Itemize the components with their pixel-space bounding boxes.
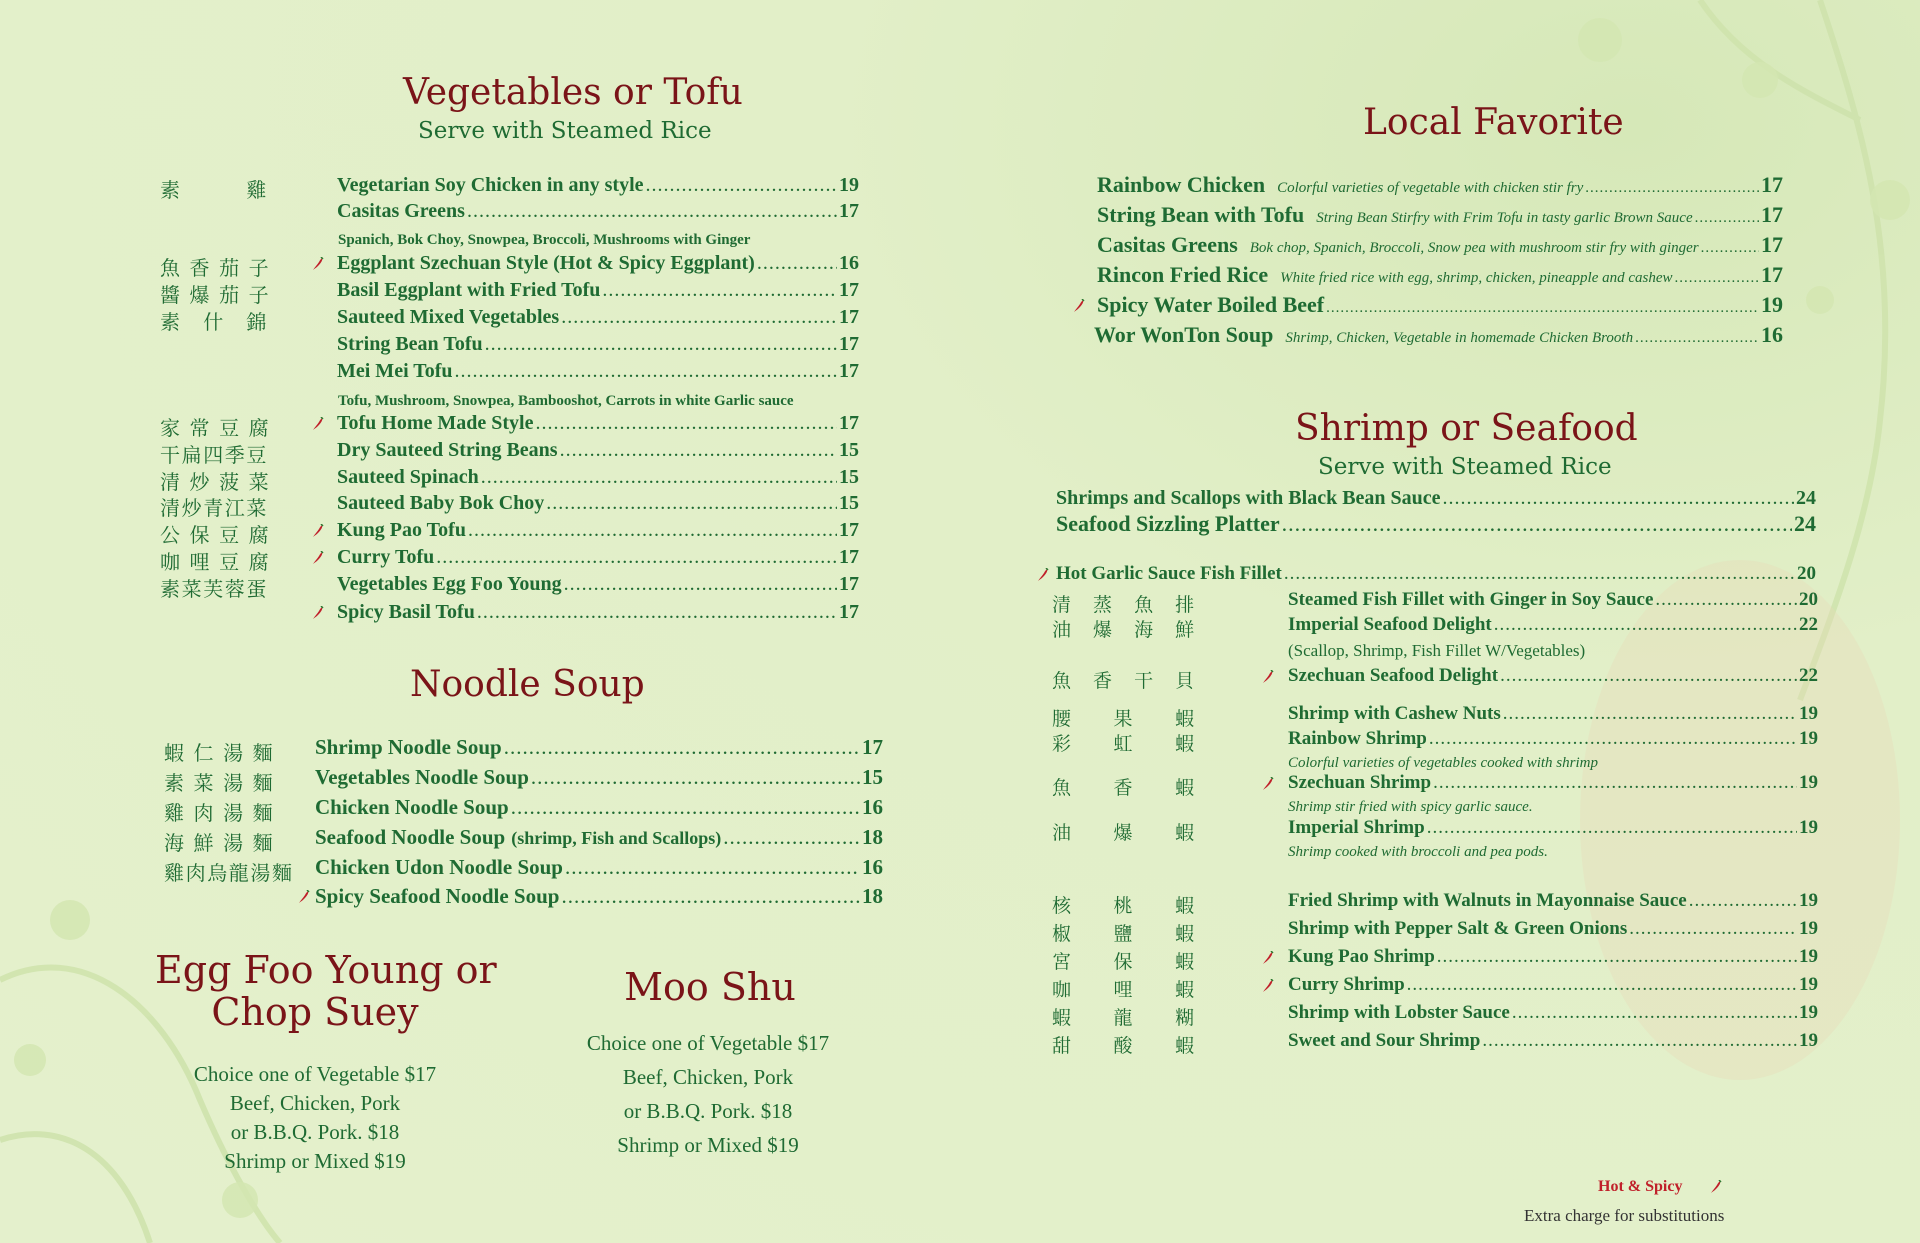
chinese-name: 清 蒸 魚 排 xyxy=(1052,594,1196,616)
dot-leader xyxy=(1407,974,1797,996)
legend-hot-spicy: Hot & Spicy xyxy=(1598,1178,1683,1195)
item-note: Colorful varieties of vegetables cooked with shrimp xyxy=(1288,755,1598,771)
item-price: 19 xyxy=(1799,890,1818,911)
menu-item xyxy=(1056,487,1816,510)
item-description: White fried rice with egg, shrimp, chicken, pineapple and cashew xyxy=(1280,270,1673,286)
menu-item xyxy=(1097,232,1783,258)
dot-leader xyxy=(646,174,837,197)
item-name: Rainbow Chicken xyxy=(1097,172,1266,197)
seafood-subtitle: Serve with Steamed Rice xyxy=(1318,454,1612,480)
item-name: Eggplant Szechuan Style (Hot & Spicy Eggplant) xyxy=(337,252,755,274)
eggfoo-title-line2: Chop Suey xyxy=(211,990,419,1034)
item-name: Chicken Udon Noodle Soup xyxy=(315,855,563,879)
menu-item xyxy=(315,795,883,820)
menu-item xyxy=(315,825,883,850)
menu-item xyxy=(1288,946,1818,968)
menu-item xyxy=(337,466,859,489)
item-name: Sauteed Spinach xyxy=(337,466,479,488)
item-name: Curry Shrimp xyxy=(1288,974,1405,995)
dot-leader xyxy=(535,412,837,435)
menu-item xyxy=(1094,322,1783,348)
chili-pepper-icon xyxy=(312,551,324,565)
mooshu-line: Beef, Chicken, Pork xyxy=(622,1065,794,1089)
dot-leader xyxy=(1282,511,1792,537)
item-price: 16 xyxy=(862,855,883,879)
dot-leader xyxy=(565,855,860,880)
dot-leader xyxy=(1695,210,1759,227)
menu-item xyxy=(337,439,859,462)
item-name: Shrimp Noodle Soup xyxy=(315,735,502,759)
dot-leader xyxy=(504,735,860,760)
item-name: Rainbow Shrimp xyxy=(1288,728,1427,749)
eggfoo-line: Beef, Chicken, Pork xyxy=(229,1091,401,1115)
item-price: 17 xyxy=(839,306,859,328)
item-name: String Bean Tofu xyxy=(337,333,483,355)
mooshu-title: Moo Shu xyxy=(624,965,796,1009)
item-price: 19 xyxy=(1799,1030,1818,1051)
dot-leader xyxy=(1512,1002,1797,1024)
item-price: 17 xyxy=(1761,232,1783,257)
item-name: Dry Sauteed String Beans xyxy=(337,439,558,461)
item-name: Vegetables Egg Foo Young xyxy=(337,573,562,595)
menu-item xyxy=(337,573,859,596)
item-name: Vegetarian Soy Chicken in any style xyxy=(337,174,644,196)
item-price: 17 xyxy=(839,279,859,301)
item-note: Spanich, Bok Choy, Snowpea, Broccoli, Mushrooms with Ginger xyxy=(338,232,751,248)
item-price: 17 xyxy=(839,333,859,355)
eggfoo-choices xyxy=(150,1060,480,1176)
item-name: Casitas Greens xyxy=(337,200,465,222)
mooshu-choices xyxy=(548,1026,868,1162)
chinese-name: 油 爆 蝦 xyxy=(1052,822,1196,844)
item-price: 15 xyxy=(839,492,859,514)
item-price: 17 xyxy=(839,200,859,222)
item-price: 19 xyxy=(839,174,859,196)
menu-item xyxy=(315,735,883,760)
menu-item xyxy=(1097,292,1783,318)
dot-leader xyxy=(485,333,837,356)
item-price: 17 xyxy=(1761,202,1783,227)
chinese-name: 核 桃 蝦 xyxy=(1052,895,1196,917)
menu-item xyxy=(337,601,859,624)
chili-pepper-icon xyxy=(1262,951,1274,965)
item-note: Shrimp stir fried with spicy garlic sauce. xyxy=(1288,799,1533,815)
menu-item xyxy=(1288,918,1818,940)
item-name: Basil Eggplant with Fried Tofu xyxy=(337,279,601,301)
item-detail: (shrimp, Fish and Scallops) xyxy=(511,828,722,848)
menu-item xyxy=(337,519,859,542)
menu-item xyxy=(337,333,859,356)
dot-leader xyxy=(468,519,837,542)
menu-item xyxy=(1288,665,1818,687)
eggfoo-title-line1: Egg Foo Young or xyxy=(155,948,497,992)
dot-leader xyxy=(1284,563,1795,585)
chinese-name: 腰 果 蝦 xyxy=(1052,708,1196,730)
menu-item xyxy=(1056,511,1816,537)
item-price: 17 xyxy=(839,601,859,623)
item-name: String Bean with Tofu xyxy=(1097,202,1305,227)
menu-item xyxy=(1097,172,1783,198)
menu-item xyxy=(315,884,883,909)
chinese-name: 咖 哩 蝦 xyxy=(1052,979,1196,1001)
item-name: Spicy Water Boiled Beef xyxy=(1097,292,1325,317)
chili-pepper-icon xyxy=(1262,979,1274,993)
menu-item xyxy=(1288,1030,1818,1052)
chinese-name: 雞肉烏龍湯麵 xyxy=(164,861,294,885)
menu-item xyxy=(1288,614,1818,636)
dot-leader xyxy=(1689,890,1797,912)
dot-leader xyxy=(481,466,837,489)
item-name: Kung Pao Tofu xyxy=(337,519,466,541)
menu-item xyxy=(337,306,859,329)
item-name: Imperial Shrimp xyxy=(1288,817,1425,838)
item-name: Casitas Greens xyxy=(1097,232,1238,257)
eggfoo-line: Shrimp or Mixed $19 xyxy=(224,1149,406,1173)
chili-pepper-icon xyxy=(312,257,324,271)
item-price: 15 xyxy=(862,765,883,789)
chili-pepper-icon xyxy=(312,417,324,431)
item-note: (Scallop, Shrimp, Fish Fillet W/Vegetables) xyxy=(1288,641,1586,660)
dot-leader xyxy=(1675,270,1759,287)
menu-item xyxy=(337,412,859,435)
item-price: 19 xyxy=(1799,974,1818,995)
dot-leader xyxy=(602,279,837,302)
menu-item xyxy=(1288,703,1818,725)
veg-subtitle: Serve with Steamed Rice xyxy=(418,118,712,144)
item-name: Mei Mei Tofu xyxy=(337,360,453,382)
item-price: 16 xyxy=(1761,322,1783,347)
item-description: Bok chop, Spanich, Broccoli, Snow pea with mushroom stir fry with ginger xyxy=(1249,240,1699,256)
item-name: Tofu Home Made Style xyxy=(337,412,534,434)
chili-pepper-icon xyxy=(312,606,324,620)
menu-item xyxy=(315,765,883,790)
item-price: 17 xyxy=(839,573,859,595)
chinese-name: 干扁四季豆 xyxy=(160,443,268,467)
menu-item xyxy=(337,252,859,275)
menu-item xyxy=(1097,262,1783,288)
item-price: 18 xyxy=(862,825,883,849)
dot-leader xyxy=(561,306,837,329)
item-price: 19 xyxy=(1799,703,1818,724)
chinese-name: 素菜芙蓉蛋 xyxy=(160,577,268,601)
item-price: 17 xyxy=(839,519,859,541)
item-price: 20 xyxy=(1797,563,1816,584)
menu-item xyxy=(1288,772,1818,794)
dot-leader xyxy=(1503,703,1797,725)
menu-item xyxy=(1288,890,1818,912)
chinese-name: 醬 爆 茄 子 xyxy=(160,283,271,307)
dot-leader xyxy=(546,492,837,515)
menu-item xyxy=(1097,202,1783,228)
item-price: 17 xyxy=(839,546,859,568)
dot-leader xyxy=(1437,946,1797,968)
item-name: Seafood Sizzling Platter xyxy=(1056,511,1280,536)
item-name: Shrimp with Lobster Sauce xyxy=(1288,1002,1510,1023)
item-price: 19 xyxy=(1799,728,1818,749)
dot-leader xyxy=(1585,180,1759,197)
item-price: 16 xyxy=(839,252,859,274)
item-name: Hot Garlic Sauce Fish Fillet xyxy=(1056,563,1282,584)
menu-item xyxy=(1288,1002,1818,1024)
noodle-title: Noodle Soup xyxy=(410,664,645,705)
item-price: 15 xyxy=(839,466,859,488)
chinese-name: 素 菜 湯 麵 xyxy=(164,771,275,795)
item-name: Shrimps and Scallops with Black Bean Sauce xyxy=(1056,487,1441,509)
chinese-name: 家 常 豆 腐 xyxy=(160,416,271,440)
menu-item xyxy=(1288,974,1818,996)
seafood-title: Shrimp or Seafood xyxy=(1295,408,1638,449)
item-name: Wor WonTon Soup xyxy=(1094,322,1274,347)
item-price: 19 xyxy=(1799,918,1818,939)
item-name: Sweet and Sour Shrimp xyxy=(1288,1030,1481,1051)
item-price: 17 xyxy=(862,735,883,759)
dot-leader xyxy=(564,573,837,596)
chinese-name: 魚 香 蝦 xyxy=(1052,777,1196,799)
dot-leader xyxy=(1655,589,1797,611)
menu-item xyxy=(1288,817,1818,839)
eggfoo-line: or B.B.Q. Pork. $18 xyxy=(230,1120,400,1144)
item-name: Rincon Fried Rice xyxy=(1097,262,1269,287)
veg-title: Vegetables or Tofu xyxy=(403,72,743,113)
item-price: 19 xyxy=(1799,946,1818,967)
chinese-name: 魚 香 茄 子 xyxy=(160,256,271,280)
chinese-name: 公 保 豆 腐 xyxy=(160,523,271,547)
chinese-name: 清炒青江菜 xyxy=(160,496,268,520)
dot-leader xyxy=(436,546,837,569)
dot-leader xyxy=(561,884,860,909)
dot-leader xyxy=(1429,728,1797,750)
item-description: Shrimp, Chicken, Vegetable in homemade Chicken Brooth xyxy=(1285,330,1634,346)
chinese-name: 椒 鹽 蝦 xyxy=(1052,923,1196,945)
item-price: 24 xyxy=(1796,487,1816,509)
dot-leader xyxy=(1629,918,1797,940)
item-name: Sauteed Baby Bok Choy xyxy=(337,492,545,514)
dot-leader xyxy=(757,252,837,275)
menu-item xyxy=(1056,563,1816,585)
item-name: Curry Tofu xyxy=(337,546,435,568)
item-name: Seafood Noodle Soup xyxy=(315,825,506,849)
item-name: Szechuan Seafood Delight xyxy=(1288,665,1499,686)
item-price: 15 xyxy=(839,439,859,461)
chili-pepper-icon xyxy=(1073,299,1085,313)
item-price: 22 xyxy=(1799,665,1818,686)
chili-pepper-icon xyxy=(298,890,310,904)
item-price: 17 xyxy=(1761,262,1783,287)
local-title: Local Favorite xyxy=(1363,102,1624,143)
dot-leader xyxy=(1701,240,1759,257)
item-price: 17 xyxy=(1761,172,1783,197)
dot-leader xyxy=(1482,1030,1797,1052)
chili-pepper-icon xyxy=(1710,1180,1722,1194)
dot-leader xyxy=(511,795,860,820)
item-price: 16 xyxy=(862,795,883,819)
menu-item xyxy=(337,200,859,223)
menu-item xyxy=(1288,589,1818,611)
chinese-name: 咖 哩 豆 腐 xyxy=(160,550,271,574)
mooshu-line: Shrimp or Mixed $19 xyxy=(617,1133,799,1157)
chili-pepper-icon xyxy=(312,524,324,538)
item-price: 18 xyxy=(862,884,883,908)
item-name: Spicy Seafood Noodle Soup xyxy=(315,884,560,908)
chinese-name: 宮 保 蝦 xyxy=(1052,951,1196,973)
item-price: 22 xyxy=(1799,614,1818,635)
dot-leader xyxy=(1443,487,1794,510)
chili-pepper-icon xyxy=(1262,777,1274,791)
chinese-name: 蝦 龍 糊 xyxy=(1052,1007,1196,1029)
item-name: Shrimp with Pepper Salt & Green Onions xyxy=(1288,918,1628,939)
dot-leader xyxy=(1635,330,1759,347)
item-price: 17 xyxy=(839,360,859,382)
dot-leader xyxy=(455,360,837,383)
legend-substitutions: Extra charge for substitutions xyxy=(1524,1206,1725,1225)
chinese-name: 雞 肉 湯 麵 xyxy=(164,801,275,825)
dot-leader xyxy=(1433,772,1797,794)
menu-item xyxy=(337,360,859,383)
item-price: 17 xyxy=(839,412,859,434)
item-name: Sauteed Mixed Vegetables xyxy=(337,306,560,328)
item-price: 19 xyxy=(1799,817,1818,838)
chili-pepper-icon xyxy=(1262,670,1274,684)
item-name: Chicken Noodle Soup xyxy=(315,795,509,819)
item-name: Vegetables Noodle Soup xyxy=(315,765,529,789)
item-description: String Bean Stirfry with Frim Tofu in tasty garlic Brown Sauce xyxy=(1316,210,1693,226)
dot-leader xyxy=(1494,614,1797,636)
chinese-name: 素 雞 xyxy=(160,178,268,202)
eggfoo-line: Choice one of Vegetable $17 xyxy=(193,1062,437,1086)
chinese-name: 油 爆 海 鮮 xyxy=(1052,619,1196,641)
dot-leader xyxy=(1427,817,1797,839)
chinese-name: 彩 虹 蝦 xyxy=(1052,733,1196,755)
dot-leader xyxy=(477,601,837,624)
item-name: Spicy Basil Tofu xyxy=(337,601,475,623)
dot-leader xyxy=(531,765,860,790)
menu-item xyxy=(1288,728,1818,750)
menu-item xyxy=(337,279,859,302)
dot-leader xyxy=(1326,300,1759,317)
menu-item xyxy=(337,492,859,515)
item-price: 24 xyxy=(1794,511,1816,536)
mooshu-line: Choice one of Vegetable $17 xyxy=(586,1031,830,1055)
item-name: Steamed Fish Fillet with Ginger in Soy Sauce xyxy=(1288,589,1654,610)
menu-item xyxy=(315,855,883,880)
chinese-name: 海 鮮 湯 麵 xyxy=(164,831,275,855)
item-note: Tofu, Mushroom, Snowpea, Bambooshot, Carrots in white Garlic sauce xyxy=(338,393,794,409)
menu-item xyxy=(337,546,859,569)
item-name: Shrimp with Cashew Nuts xyxy=(1288,703,1501,724)
chinese-name: 蝦 仁 湯 麵 xyxy=(164,741,275,765)
chinese-name: 清 炒 菠 菜 xyxy=(160,470,271,494)
mooshu-line: or B.B.Q. Pork. $18 xyxy=(623,1099,793,1123)
item-price: 19 xyxy=(1799,772,1818,793)
item-name: Imperial Seafood Delight xyxy=(1288,614,1492,635)
chili-pepper-icon xyxy=(1037,568,1049,582)
chinese-name: 魚 香 干 貝 xyxy=(1052,670,1196,692)
dot-leader xyxy=(467,200,837,223)
dot-leader xyxy=(560,439,837,462)
item-description: Colorful varieties of vegetable with chicken stir fry xyxy=(1277,180,1584,196)
chinese-name: 甜 酸 蝦 xyxy=(1052,1035,1196,1057)
dot-leader xyxy=(723,825,860,850)
dot-leader xyxy=(1500,665,1797,687)
chinese-name: 素 什 錦 xyxy=(160,310,268,334)
item-price: 19 xyxy=(1761,292,1783,317)
item-price: 20 xyxy=(1799,589,1818,610)
item-name: Kung Pao Shrimp xyxy=(1288,946,1435,967)
item-price: 19 xyxy=(1799,1002,1818,1023)
item-note: Shrimp cooked with broccoli and pea pods. xyxy=(1288,844,1548,860)
menu-item xyxy=(337,174,859,197)
item-name: Fried Shrimp with Walnuts in Mayonnaise Sauce xyxy=(1288,890,1687,911)
item-name: Szechuan Shrimp xyxy=(1288,772,1432,793)
